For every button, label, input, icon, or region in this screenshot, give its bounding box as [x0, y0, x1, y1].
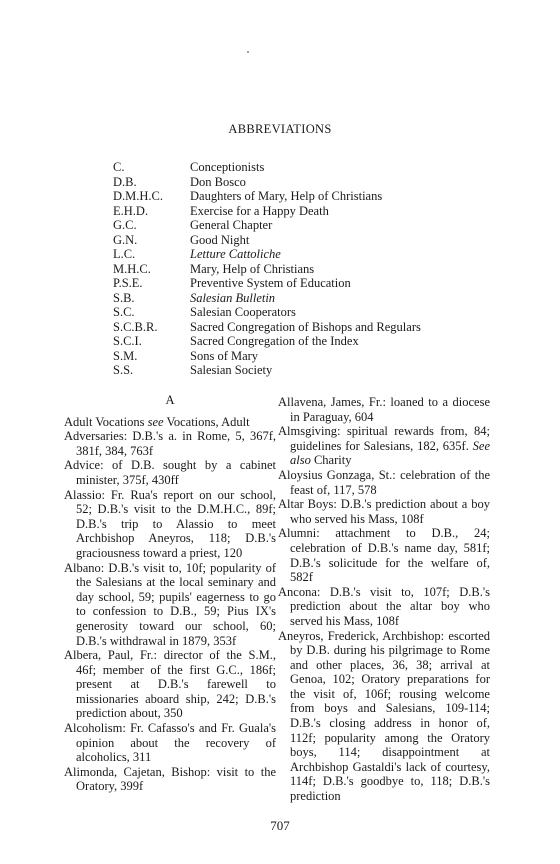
- abbreviation-code: S.C.B.R.: [113, 319, 158, 334]
- abbreviation-code: S.C.I.: [113, 334, 142, 348]
- page-heading: ABBREVIATIONS: [228, 122, 332, 136]
- index-entry: [278, 424, 490, 468]
- abbreviation-code: S.B.: [113, 290, 135, 305]
- abbreviation-expansion: Salesian Cooperators: [190, 305, 296, 319]
- abbreviation-row: [113, 233, 421, 248]
- abbreviation-expansion: Sons of Mary: [190, 348, 259, 363]
- abbreviation-code: D.B.: [113, 174, 137, 189]
- abbreviation-row: [113, 276, 421, 291]
- cross-reference-label: See also: [290, 438, 490, 468]
- abbreviation-expansion: Sacred Congregation of the Index: [190, 334, 359, 348]
- index-entry: Adversaries: D.B.'s a. in Rome, 5, 367f, 381f, 384, 763f: [64, 429, 276, 458]
- index-entry: Alumni: attachment to D.B., 24; celebration of D.B.'s name day, 581f; D.B.'s solicitude for the welfare of, 582f: [278, 526, 490, 585]
- index-entry: [64, 415, 276, 430]
- abbreviation-row: [113, 363, 421, 378]
- index-entry-text: Almsgiving: spiritual rewards from, 84; guidelines for Salesians, 182, 635f.: [278, 424, 490, 453]
- ink-speck: [247, 51, 249, 53]
- abbreviation-expansion: Exercise for a Happy Death: [190, 203, 329, 218]
- abbreviation-expansion: Daughters of Mary, Help of Christians: [190, 189, 383, 203]
- index-entry: Alcoholism: Fr. Cafasso's and Fr. Guala's opinion about the recovery of alcoholics, 311: [64, 721, 276, 765]
- abbreviation-row: [113, 334, 421, 349]
- abbreviation-code: P.S.E.: [113, 276, 143, 290]
- abbreviation-code: E.H.D.: [113, 203, 149, 218]
- abbreviation-row: [113, 349, 421, 364]
- abbreviation-row: [113, 204, 421, 219]
- abbreviation-expansion: Don Bosco: [190, 174, 246, 189]
- abbreviation-expansion: Preventive System of Education: [190, 276, 351, 290]
- abbreviation-expansion: Conceptionists: [190, 160, 265, 174]
- abbreviation-row: [113, 189, 421, 204]
- abbreviation-code: D.M.H.C.: [113, 189, 164, 203]
- index-entry: Ancona: D.B.'s visit to, 107f; D.B.'s prediction about the altar boy who served his Mass, 108f: [278, 584, 490, 628]
- section-letter: A: [165, 393, 175, 407]
- index-entry-text: Adult Vocations: [64, 414, 148, 429]
- cross-reference-label: see: [147, 414, 164, 429]
- index-entry: Altar Boys: D.B.'s prediction about a boy who served his Mass, 108f: [278, 497, 490, 526]
- index-entry: Albera, Paul, Fr.: director of the S.M., 46f; member of the first G.C., 186f; present at D.B.'s farewell to missionaries aboard ship, 242; D.B.'s prediction about, 350: [64, 648, 276, 721]
- abbreviation-expansion: Sacred Congregation of Bishops and Regulars: [190, 319, 421, 334]
- abbreviation-code: L.C.: [113, 247, 136, 261]
- page-number: 707: [270, 818, 290, 833]
- abbreviation-row: [113, 247, 421, 262]
- abbreviation-code: G.N.: [113, 232, 138, 247]
- abbreviation-expansion: Salesian Bulletin: [190, 290, 276, 305]
- abbreviation-row: [113, 262, 421, 277]
- index-column-right: [278, 395, 490, 804]
- index-entry-text: Charity: [310, 453, 352, 468]
- abbreviation-code: C.: [113, 160, 125, 174]
- abbreviation-expansion: Mary, Help of Christians: [190, 261, 315, 276]
- abbreviations-table: [113, 160, 421, 378]
- abbreviation-code: S.S.: [113, 363, 134, 377]
- abbreviation-code: S.M.: [113, 348, 138, 363]
- abbreviation-row: [113, 291, 421, 306]
- index-entry-text: Vocations, Adult: [163, 414, 250, 429]
- index-entry: Alimonda, Cajetan, Bishop: visit to the Oratory, 399f: [64, 764, 276, 794]
- abbreviation-code: S.C.: [113, 305, 135, 319]
- index-entry: Advice: of D.B. sought by a cabinet minister, 375f, 430ff: [64, 458, 276, 487]
- index-entry: Aloysius Gonzaga, St.: celebration of the feast of, 117, 578: [278, 467, 490, 497]
- index-column-left: [64, 393, 276, 794]
- abbreviation-expansion: Letture Cattoliche: [190, 247, 281, 261]
- abbreviation-expansion: General Chapter: [190, 218, 273, 232]
- abbreviation-row: [113, 175, 421, 190]
- abbreviation-code: M.H.C.: [113, 261, 151, 276]
- abbreviation-row: [113, 305, 421, 320]
- index-entry: Aneyros, Frederick, Archbishop: escorted by D.B. during his pilgrimage to Rome and other places, 36, 38; arrival at Genoa, 102; Oratory preparations for the visit of, 106f; rousing welcome from boys and Salesians, 109-114; D.B.'s closing address in honor of, 112f; popularity among the Oratory boys, 114; disappointment at Archbishop Gastaldi's lack of courtesy, 114f; D.B.'s goodbye to, 118; D.B.'s prediction: [278, 628, 490, 804]
- abbreviation-expansion: Good Night: [190, 232, 250, 247]
- abbreviation-row: [113, 218, 421, 233]
- abbreviation-expansion: Salesian Society: [190, 363, 273, 377]
- abbreviation-code: G.C.: [113, 218, 137, 232]
- abbreviation-row: [113, 320, 421, 335]
- index-entry: Allavena, James, Fr.: loaned to a diocese in Paraguay, 604: [278, 395, 490, 424]
- abbreviation-row: [113, 160, 421, 175]
- index-entry: Albano: D.B.'s visit to, 10f; popularity of the Salesians at the local seminary and day school, 59; pupils' eagerness to go to confession to D.B., 59; Pius IX's generosity toward our school, 60; D.B.'s withdrawal in 1879, 353f: [64, 560, 276, 648]
- index-entry: Alassio: Fr. Rua's report on our school, 52; D.B.'s visit to the D.M.H.C., 89f; D.B.'s trip to Alassio to meet Archbishop Aneyros, 118; D.B.'s graciousness toward a priest, 120: [64, 487, 276, 560]
